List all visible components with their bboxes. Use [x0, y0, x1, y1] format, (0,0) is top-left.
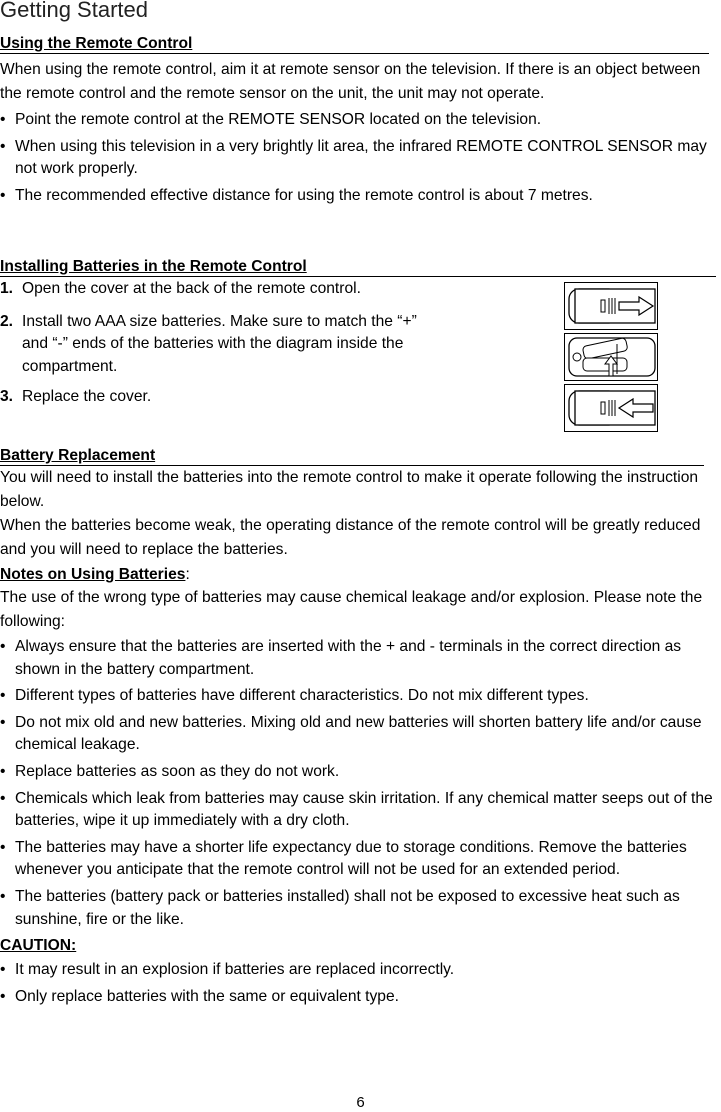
notes-colon: : — [185, 566, 190, 583]
step-number: 2. — [0, 312, 14, 330]
step-number: 3. — [0, 388, 14, 406]
notes-bullet: • Replace batteries as soon as they do not work. — [0, 761, 721, 784]
battery-insert-icon — [565, 334, 657, 380]
replacement-para: You will need to install the batteries into the remote control to make it operate following the instruction below. — [0, 469, 699, 510]
replacement-section-body — [0, 466, 721, 1013]
install-steps — [0, 278, 420, 409]
remote-bullet: • The recommended effective distance for using the remote control is about 7 metres. — [0, 185, 712, 208]
battery-open-icon — [565, 283, 657, 329]
remote-section-body — [0, 58, 712, 211]
replacement-section-heading-text: Battery Replacement — [0, 447, 156, 464]
step-text: Install two AAA size batteries. Make sure to match the “+” and “-” ends of the batteries with the diagram inside the compartment. — [22, 312, 417, 375]
battery-insert-diagram — [564, 333, 658, 381]
caution-heading: CAUTION: — [0, 937, 77, 955]
notes-intro: The use of the wrong type of batteries may cause chemical leakage and/or explosion. Please note the following: — [0, 589, 703, 630]
notes-bullet: • Different types of batteries have different characteristics. Do not mix different types. — [0, 685, 721, 708]
notes-heading-line — [0, 564, 721, 586]
remote-section-heading — [0, 35, 709, 54]
step-text: Open the cover at the back of the remote control. — [22, 280, 361, 297]
step-text: Replace the cover. — [22, 388, 152, 406]
notes-bullet: • Always ensure that the batteries are inserted with the + and - terminals in the correct direction as shown in the battery compartment. — [0, 636, 721, 681]
step-number: 1. — [0, 280, 14, 297]
notes-bullet: • The batteries may have a shorter life expectancy due to storage conditions. Remove the batteries whenever you anticipate that the remote control will not be used for an extended period. — [0, 837, 721, 882]
install-section-heading — [0, 258, 716, 277]
remote-section-heading-text: Using the Remote Control — [0, 35, 193, 52]
install-step — [0, 386, 420, 409]
battery-cover-close-diagram — [564, 384, 658, 432]
install-step — [0, 278, 420, 301]
notes-bullet: • The batteries (battery pack or batteries installed) shall not be exposed to excessive heat such as sunshine, fire or the like. — [0, 886, 721, 931]
notes-bullet: • Do not mix old and new batteries. Mixing old and new batteries will shorten battery life and/or cause chemical leakage. — [0, 712, 721, 757]
battery-cover-open-diagram — [564, 282, 658, 330]
page-number: 6 — [356, 1094, 365, 1111]
notes-heading: Notes on Using Batteries — [0, 566, 186, 583]
install-section-heading-text: Installing Batteries in the Remote Control — [0, 258, 307, 275]
remote-bullet: • Point the remote control at the REMOTE SENSOR located on the television. — [0, 109, 712, 132]
install-step — [0, 311, 420, 379]
caution-bullet: • It may result in an explosion if batteries are replaced incorrectly. — [0, 959, 721, 982]
remote-intro: When using the remote control, aim it at remote sensor on the television. If there is an object between the remote control and the remote sensor on the unit, the unit may not operate. — [0, 61, 701, 102]
replacement-para: When the batteries become weak, the operating distance of the remote control will be greatly reduced and you will need to replace the batteries. — [0, 517, 701, 558]
replacement-section-heading — [0, 447, 704, 466]
caution-bullet: • Only replace batteries with the same or equivalent type. — [0, 986, 721, 1009]
page-title: Getting Started — [0, 0, 148, 22]
remote-bullet: • When using this television in a very brightly lit area, the infrared REMOTE CONTROL SENSOR may not work properly. — [0, 136, 712, 181]
notes-bullet: • Chemicals which leak from batteries may cause skin irritation. If any chemical matter seeps out of the batteries, wipe it up immediately with a dry cloth. — [0, 788, 721, 833]
battery-close-icon — [565, 385, 657, 431]
